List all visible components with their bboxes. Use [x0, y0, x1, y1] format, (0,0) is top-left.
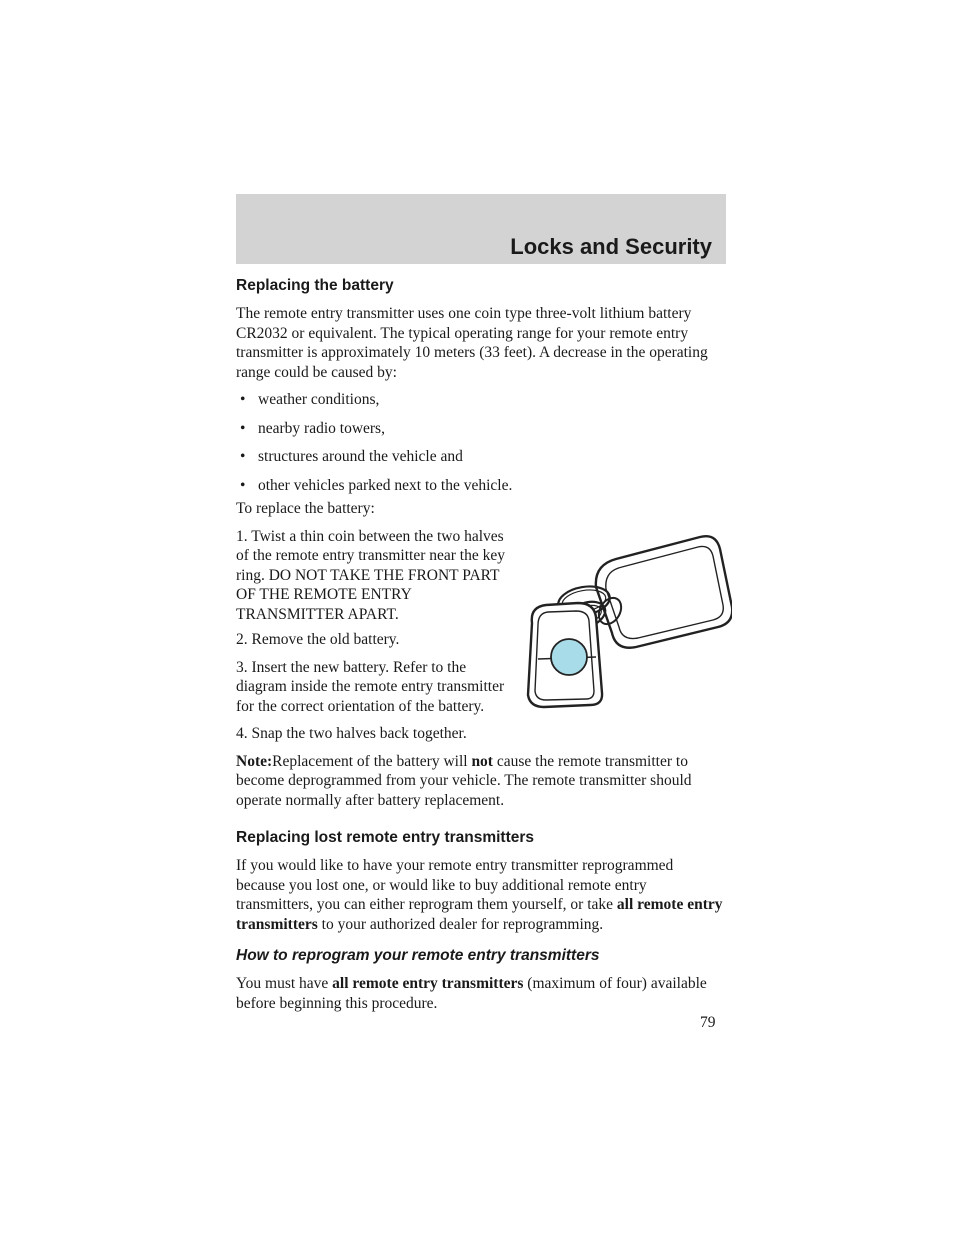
- section-header-band: [236, 194, 726, 264]
- steps-intro: To replace the battery:: [236, 500, 375, 517]
- list-item: • nearby radio towers,: [240, 419, 385, 437]
- reprogram-paragraph: You must have all remote entry transmitters (maximum of four) available before beginning this procedure.: [236, 975, 707, 1012]
- page-content: [236, 276, 726, 1021]
- remote-transmitter-illustration: [512, 529, 732, 709]
- step-4: 4. Snap the two halves back together.: [236, 725, 467, 742]
- transmitter-back-icon: [596, 536, 732, 648]
- heading-replacing-lost-transmitters: Replacing lost remote entry transmitters: [236, 829, 535, 846]
- bullet-icon: •: [240, 476, 246, 494]
- heading-replacing-battery: Replacing the battery: [236, 277, 394, 294]
- battery-icon: [551, 639, 587, 675]
- note-paragraph: Note:Replacement of the battery will not cause the remote transmitter to become deprogrammed from your vehicle. The remote transmitter should operate normally after battery replacement.: [236, 752, 692, 809]
- step-1: 1. Twist a thin coin between the two halves of the remote entry transmitter near the key ring. DO NOT TAKE THE FRONT PART OF THE REMOTE ENTRY TRANSMITTER APART.: [236, 527, 505, 623]
- list-item: • weather conditions,: [240, 391, 380, 408]
- bullet-icon: •: [240, 448, 246, 465]
- all-transmitters-emphasis: all remote entry transmitters: [332, 975, 524, 992]
- section-title: Locks and Security: [510, 234, 712, 259]
- all-transmitters-emphasis: all remote entry transmitters: [236, 896, 723, 933]
- step-2: 2. Remove the old battery.: [236, 631, 400, 648]
- list-item: • structures around the vehicle and: [240, 448, 463, 465]
- list-item: • other vehicles parked next to the vehicle.: [240, 476, 513, 494]
- bullet-icon: •: [240, 419, 246, 437]
- heading-how-to-reprogram: How to reprogram your remote entry transmitters: [236, 947, 600, 964]
- transmitter-front-icon: [528, 603, 602, 707]
- range-factors-list: [236, 390, 726, 495]
- battery-intro-paragraph: The remote entry transmitter uses one coin type three-volt lithium battery CR2032 or equivalent. The typical operating range for your remote entry transmitter is approximately 10 meters (33 feet). A decrease in the operating range could be caused by:: [236, 305, 708, 381]
- page-number: 79: [700, 1014, 716, 1031]
- note-emphasis: not: [471, 752, 493, 770]
- bullet-icon: •: [240, 391, 246, 408]
- step-3: 3. Insert the new battery. Refer to the diagram inside the remote entry transmitter for the correct orientation of the battery.: [236, 658, 505, 715]
- lost-transmitters-paragraph: If you would like to have your remote entry transmitter reprogrammed because you lost one, or would like to buy additional remote entry transmitters, you can either reprogram them yourself, or take all remote entry transmitters to your authorized dealer for reprogramming.: [236, 857, 723, 933]
- note-label: Note:: [236, 752, 273, 770]
